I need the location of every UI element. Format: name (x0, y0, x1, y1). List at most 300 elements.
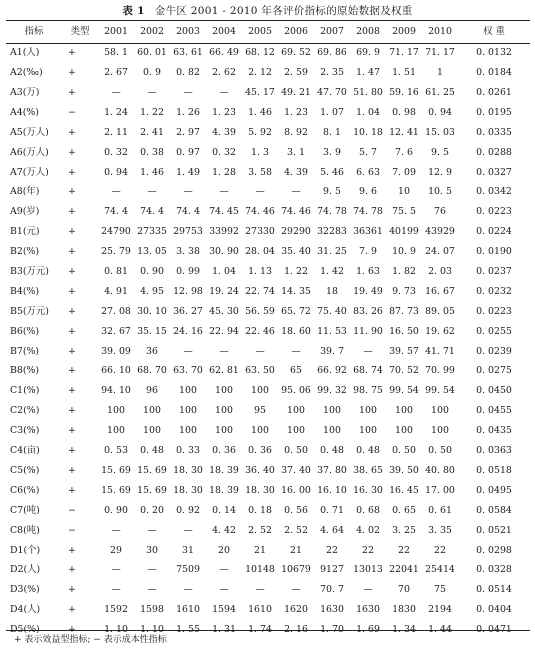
col-header-year: 2006 (284, 25, 308, 37)
indicator-cell: B3(万元) (10, 266, 49, 278)
indicator-cell: D4(人) (10, 604, 41, 616)
value-cell: 5. 7 (359, 146, 377, 158)
value-cell: 22 (326, 544, 338, 556)
value-cell: 68. 12 (245, 47, 275, 59)
value-cell: 2194 (428, 604, 452, 616)
value-cell: 71. 17 (389, 47, 419, 59)
value-cell: 0. 48 (320, 445, 344, 457)
value-cell: 1598 (140, 604, 164, 616)
value-cell: 7. 9 (359, 246, 377, 258)
type-cell: + (68, 305, 76, 317)
weight-cell: 0. 0132 (476, 47, 512, 59)
weight-cell: 0. 0190 (476, 246, 512, 258)
value-cell: 36 (146, 345, 158, 357)
weight-cell: 0. 0261 (476, 87, 512, 99)
value-cell: 76 (434, 206, 446, 218)
value-cell: 1. 23 (212, 106, 236, 118)
indicator-cell: B4(%) (10, 285, 40, 297)
type-cell: + (68, 604, 76, 616)
weight-cell: 0. 0255 (476, 325, 512, 337)
value-cell: 1. 04 (212, 266, 236, 278)
table-row (6, 600, 530, 620)
value-cell: 1. 24 (104, 106, 128, 118)
value-cell: 4. 02 (356, 524, 380, 536)
value-cell: 56. 59 (245, 305, 275, 317)
weight-cell: 0. 0223 (476, 305, 512, 317)
value-cell: 4. 91 (104, 285, 128, 297)
value-cell: 0. 68 (356, 504, 380, 516)
value-cell: 25. 79 (101, 246, 131, 258)
weight-cell: 0. 0342 (476, 186, 512, 198)
indicator-cell: A8(年) (10, 186, 40, 198)
value-cell: 100 (215, 405, 233, 417)
weight-cell: 0. 0514 (476, 584, 512, 596)
value-cell: 0. 32 (104, 146, 128, 158)
table-row (6, 202, 530, 222)
value-cell: 31. 25 (317, 246, 347, 258)
value-cell: 35. 40 (281, 246, 311, 258)
value-cell: 30 (146, 544, 158, 556)
table-row (6, 481, 530, 501)
type-cell: + (68, 246, 76, 258)
value-cell: 18. 39 (209, 484, 239, 496)
indicator-cell: B5(万元) (10, 305, 49, 317)
weight-cell: 0. 0184 (476, 67, 512, 79)
value-cell: 0. 48 (356, 445, 380, 457)
value-cell: 70. 99 (425, 365, 455, 377)
value-cell: 12. 98 (173, 285, 203, 297)
table-number: 表 1 (122, 5, 145, 17)
indicator-cell: B1(元) (10, 226, 40, 238)
indicator-cell: B2(%) (10, 246, 40, 258)
value-cell: 1. 42 (320, 266, 344, 278)
table-body (6, 43, 530, 640)
table-row (6, 262, 530, 282)
value-cell: 22 (362, 544, 374, 556)
value-cell: 100 (431, 425, 449, 437)
value-cell: 27330 (245, 226, 275, 238)
value-cell: 75. 40 (317, 305, 347, 317)
value-cell: 59. 16 (389, 87, 419, 99)
weight-cell: 0. 0518 (476, 464, 512, 476)
value-cell: — (255, 186, 265, 198)
value-cell: — (147, 584, 157, 596)
value-cell: 10 (398, 186, 410, 198)
value-cell: 10679 (281, 564, 311, 576)
value-cell: 27335 (137, 226, 167, 238)
indicator-cell: A7(万人) (10, 166, 49, 178)
value-cell: 0. 50 (284, 445, 308, 457)
table-row (6, 123, 530, 143)
value-cell: 1. 69 (356, 624, 380, 636)
value-cell: 100 (179, 385, 197, 397)
value-cell: 69. 9 (356, 47, 380, 59)
value-cell: 62. 81 (209, 365, 239, 377)
value-cell: — (219, 564, 229, 576)
value-cell: 1. 13 (248, 266, 272, 278)
value-cell: 9. 6 (359, 186, 377, 198)
value-cell: 12. 41 (389, 126, 419, 138)
value-cell: 39. 50 (389, 464, 419, 476)
type-cell: + (68, 584, 76, 596)
value-cell: 37. 80 (317, 464, 347, 476)
value-cell: 3. 58 (248, 166, 272, 178)
table-row (6, 302, 530, 322)
value-cell: 74. 4 (176, 206, 200, 218)
weight-cell: 0. 0275 (476, 365, 512, 377)
value-cell: 99. 32 (317, 385, 347, 397)
type-cell: + (68, 325, 76, 337)
value-cell: 0. 82 (176, 67, 200, 79)
weight-cell: 0. 0239 (476, 345, 512, 357)
col-header-year: 2001 (104, 25, 128, 37)
value-cell: — (183, 524, 193, 536)
weight-cell: 0. 0223 (476, 206, 512, 218)
value-cell: — (111, 584, 121, 596)
value-cell: 1. 28 (212, 166, 236, 178)
indicator-cell: A4(%) (10, 106, 39, 118)
value-cell: — (291, 186, 301, 198)
value-cell: 100 (107, 425, 125, 437)
value-cell: 0. 20 (140, 504, 164, 516)
value-cell: 4. 95 (140, 285, 164, 297)
value-cell: 0. 90 (140, 266, 164, 278)
value-cell: 32. 67 (101, 325, 131, 337)
value-cell: 75 (434, 584, 446, 596)
table-row (6, 222, 530, 242)
value-cell: — (111, 87, 121, 99)
value-cell: 31 (182, 544, 194, 556)
value-cell: 0. 61 (428, 504, 452, 516)
value-cell: 16. 50 (389, 325, 419, 337)
value-cell: 1 (437, 67, 443, 79)
value-cell: 8. 92 (284, 126, 308, 138)
value-cell: 7509 (176, 564, 200, 576)
value-cell: 24. 07 (425, 246, 455, 258)
value-cell: — (291, 584, 301, 596)
value-cell: 66. 49 (209, 47, 239, 59)
value-cell: 21 (254, 544, 266, 556)
type-cell: + (68, 425, 76, 437)
value-cell: 19. 49 (353, 285, 383, 297)
value-cell: 100 (251, 385, 269, 397)
value-cell: 100 (287, 425, 305, 437)
value-cell: 0. 9 (143, 67, 161, 79)
value-cell: 58. 1 (104, 47, 128, 59)
value-cell: 74. 78 (317, 206, 347, 218)
value-cell: 37. 40 (281, 464, 311, 476)
value-cell: 74. 45 (209, 206, 239, 218)
value-cell: 40. 80 (425, 464, 455, 476)
indicator-cell: A5(万人) (10, 126, 49, 138)
value-cell: 30. 10 (137, 305, 167, 317)
value-cell: 18 (326, 285, 338, 297)
value-cell: 11. 90 (353, 325, 383, 337)
value-cell: 4. 42 (212, 524, 236, 536)
value-cell: 7. 6 (395, 146, 413, 158)
type-cell: + (68, 385, 76, 397)
value-cell: 36361 (353, 226, 383, 238)
indicator-cell: A6(万人) (10, 146, 49, 158)
weight-cell: 0. 0298 (476, 544, 512, 556)
value-cell: 100 (359, 405, 377, 417)
indicator-cell: C7(吨) (10, 504, 40, 516)
value-cell: 16. 45 (389, 484, 419, 496)
value-cell: 8. 1 (323, 126, 341, 138)
indicator-cell: C4(亩) (10, 445, 40, 457)
weight-cell: 0. 0232 (476, 285, 512, 297)
value-cell: 100 (395, 425, 413, 437)
weight-cell: 0. 0327 (476, 166, 512, 178)
weight-cell: 0. 0584 (476, 504, 512, 516)
indicator-cell: B6(%) (10, 325, 40, 337)
value-cell: 15. 69 (101, 484, 131, 496)
value-cell: 95 (254, 405, 266, 417)
weight-cell: 0. 0471 (476, 624, 512, 636)
value-cell: 5. 46 (320, 166, 344, 178)
value-cell: 74. 46 (281, 206, 311, 218)
value-cell: — (147, 524, 157, 536)
indicator-cell: C2(%) (10, 405, 40, 417)
value-cell: 18. 60 (281, 325, 311, 337)
value-cell: 51. 80 (353, 87, 383, 99)
value-cell: 4. 39 (212, 126, 236, 138)
value-cell: 33992 (209, 226, 239, 238)
value-cell: 7. 09 (392, 166, 416, 178)
value-cell: 15. 03 (425, 126, 455, 138)
value-cell: 16. 00 (281, 484, 311, 496)
value-cell: 100 (323, 425, 341, 437)
value-cell: 0. 65 (392, 504, 416, 516)
value-cell: 74. 78 (353, 206, 383, 218)
value-cell: 14. 35 (281, 285, 311, 297)
value-cell: — (183, 87, 193, 99)
type-cell: + (68, 624, 76, 636)
value-cell: 1. 51 (392, 67, 416, 79)
value-cell: 24790 (101, 226, 131, 238)
table-row (6, 361, 530, 381)
value-cell: 99. 54 (425, 385, 455, 397)
value-cell: 99. 54 (389, 385, 419, 397)
value-cell: 1. 46 (248, 106, 272, 118)
value-cell: 1. 46 (140, 166, 164, 178)
weight-cell: 0. 0435 (476, 425, 512, 437)
value-cell: 1830 (392, 604, 416, 616)
value-cell: 0. 50 (428, 445, 452, 457)
value-cell: 0. 99 (176, 266, 200, 278)
col-header-weight: 权 重 (483, 25, 505, 37)
value-cell: 39. 57 (389, 345, 419, 357)
value-cell: 1. 31 (212, 624, 236, 636)
value-cell: 61. 25 (425, 87, 455, 99)
value-cell: 3. 35 (428, 524, 452, 536)
value-cell: 2. 62 (212, 67, 236, 79)
col-header-year: 2009 (392, 25, 416, 37)
value-cell: 36. 27 (173, 305, 203, 317)
type-cell: + (68, 226, 76, 238)
value-cell: 6. 63 (356, 166, 380, 178)
value-cell: 11. 53 (317, 325, 347, 337)
value-cell: 15. 69 (101, 464, 131, 476)
value-cell: 24. 16 (173, 325, 203, 337)
type-cell: + (68, 126, 76, 138)
type-cell: + (68, 47, 76, 59)
value-cell: 0. 48 (140, 445, 164, 457)
type-cell: + (68, 484, 76, 496)
value-cell: — (183, 345, 193, 357)
value-cell: 74. 46 (245, 206, 275, 218)
table-row (6, 282, 530, 302)
value-cell: 22. 74 (245, 285, 275, 297)
type-cell: + (68, 564, 76, 576)
value-cell: 16. 67 (425, 285, 455, 297)
value-cell: 1. 07 (320, 106, 344, 118)
value-cell: 22 (398, 544, 410, 556)
table-row (6, 441, 530, 461)
value-cell: 1. 47 (356, 67, 380, 79)
indicator-cell: A3(万) (10, 87, 40, 99)
value-cell: 63. 50 (245, 365, 275, 377)
weight-cell: 0. 0224 (476, 226, 512, 238)
value-cell: 68. 74 (353, 365, 383, 377)
value-cell: 18. 30 (245, 484, 275, 496)
value-cell: 100 (359, 425, 377, 437)
value-cell: 38. 65 (353, 464, 383, 476)
value-cell: 1. 44 (428, 624, 452, 636)
value-cell: 1610 (176, 604, 200, 616)
value-cell: 68. 70 (137, 365, 167, 377)
value-cell: — (219, 584, 229, 596)
indicator-cell: A1(人) (10, 47, 40, 59)
value-cell: 0. 81 (104, 266, 128, 278)
type-cell: + (68, 544, 76, 556)
value-cell: 66. 92 (317, 365, 347, 377)
type-cell: + (68, 464, 76, 476)
value-cell: 17. 00 (425, 484, 455, 496)
weight-cell: 0. 0363 (476, 445, 512, 457)
type-cell: + (68, 345, 76, 357)
value-cell: 74. 4 (104, 206, 128, 218)
indicator-cell: B8(%) (10, 365, 40, 377)
value-cell: 12. 9 (428, 166, 452, 178)
value-cell: 100 (143, 425, 161, 437)
value-cell: 69. 86 (317, 47, 347, 59)
type-cell: + (68, 206, 76, 218)
value-cell: 0. 97 (176, 146, 200, 158)
value-cell: 1. 10 (104, 624, 128, 636)
value-cell: 29 (110, 544, 122, 556)
value-cell: 30. 90 (209, 246, 239, 258)
indicator-cell: D2(人) (10, 564, 41, 576)
value-cell: 3. 25 (392, 524, 416, 536)
table-row (6, 341, 530, 361)
value-cell: 0. 71 (320, 504, 344, 516)
table-row (6, 401, 530, 421)
value-cell: 74. 4 (140, 206, 164, 218)
type-cell: − (68, 504, 76, 516)
value-cell: 100 (215, 385, 233, 397)
table-row (6, 162, 530, 182)
value-cell: 18. 30 (173, 464, 203, 476)
table-row (6, 142, 530, 162)
value-cell: 70. 52 (389, 365, 419, 377)
value-cell: 96 (146, 385, 158, 397)
value-cell: 45. 17 (245, 87, 275, 99)
indicator-cell: C3(%) (10, 425, 40, 437)
value-cell: 100 (179, 405, 197, 417)
type-cell: + (68, 186, 76, 198)
value-cell: — (147, 87, 157, 99)
type-cell: + (68, 146, 76, 158)
table-row (6, 242, 530, 262)
value-cell: 10. 5 (428, 186, 452, 198)
value-cell: 0. 90 (104, 504, 128, 516)
col-header-year: 2004 (212, 25, 236, 37)
table-row (6, 103, 530, 123)
value-cell: 41. 71 (425, 345, 455, 357)
indicator-cell: C8(吨) (10, 524, 40, 536)
value-cell: 1630 (320, 604, 344, 616)
value-cell: 43929 (425, 226, 455, 238)
value-cell: 32283 (317, 226, 347, 238)
type-cell: + (68, 266, 76, 278)
value-cell: — (111, 564, 121, 576)
value-cell: 60. 01 (137, 47, 167, 59)
value-cell: 63. 70 (173, 365, 203, 377)
table-row (6, 520, 530, 540)
table-row (6, 83, 530, 103)
value-cell: 18. 30 (173, 484, 203, 496)
col-header-year: 2003 (176, 25, 200, 37)
value-cell: 100 (287, 405, 305, 417)
value-cell: 27. 08 (101, 305, 131, 317)
value-cell: 39. 09 (101, 345, 131, 357)
table-row (6, 182, 530, 202)
value-cell: 1. 70 (320, 624, 344, 636)
type-cell: + (68, 405, 76, 417)
value-cell: 3. 38 (176, 246, 200, 258)
value-cell: 10. 18 (353, 126, 383, 138)
table-row (6, 381, 530, 401)
value-cell: 65. 72 (281, 305, 311, 317)
value-cell: 2. 97 (176, 126, 200, 138)
value-cell: 25414 (425, 564, 455, 576)
indicator-cell: B7(%) (10, 345, 40, 357)
table-row (6, 63, 530, 83)
value-cell: 1. 3 (251, 146, 269, 158)
table-row (6, 321, 530, 341)
indicator-cell: A2(‰) (10, 67, 43, 79)
value-cell: 1620 (284, 604, 308, 616)
type-cell: + (68, 87, 76, 99)
value-cell: 0. 18 (248, 504, 272, 516)
weight-cell: 0. 0195 (476, 106, 512, 118)
value-cell: 87. 73 (389, 305, 419, 317)
weight-cell: 0. 0335 (476, 126, 512, 138)
header-row (6, 20, 530, 43)
value-cell: 16. 10 (317, 484, 347, 496)
table-row (6, 421, 530, 441)
value-cell: 4. 39 (284, 166, 308, 178)
weight-cell: 0. 0455 (476, 405, 512, 417)
value-cell: 1. 10 (140, 624, 164, 636)
value-cell: 2. 41 (140, 126, 164, 138)
value-cell: 22041 (389, 564, 419, 576)
weight-cell: 0. 0288 (476, 146, 512, 158)
value-cell: 1. 34 (392, 624, 416, 636)
weight-cell: 0. 0450 (476, 385, 512, 397)
table-caption (0, 3, 535, 18)
